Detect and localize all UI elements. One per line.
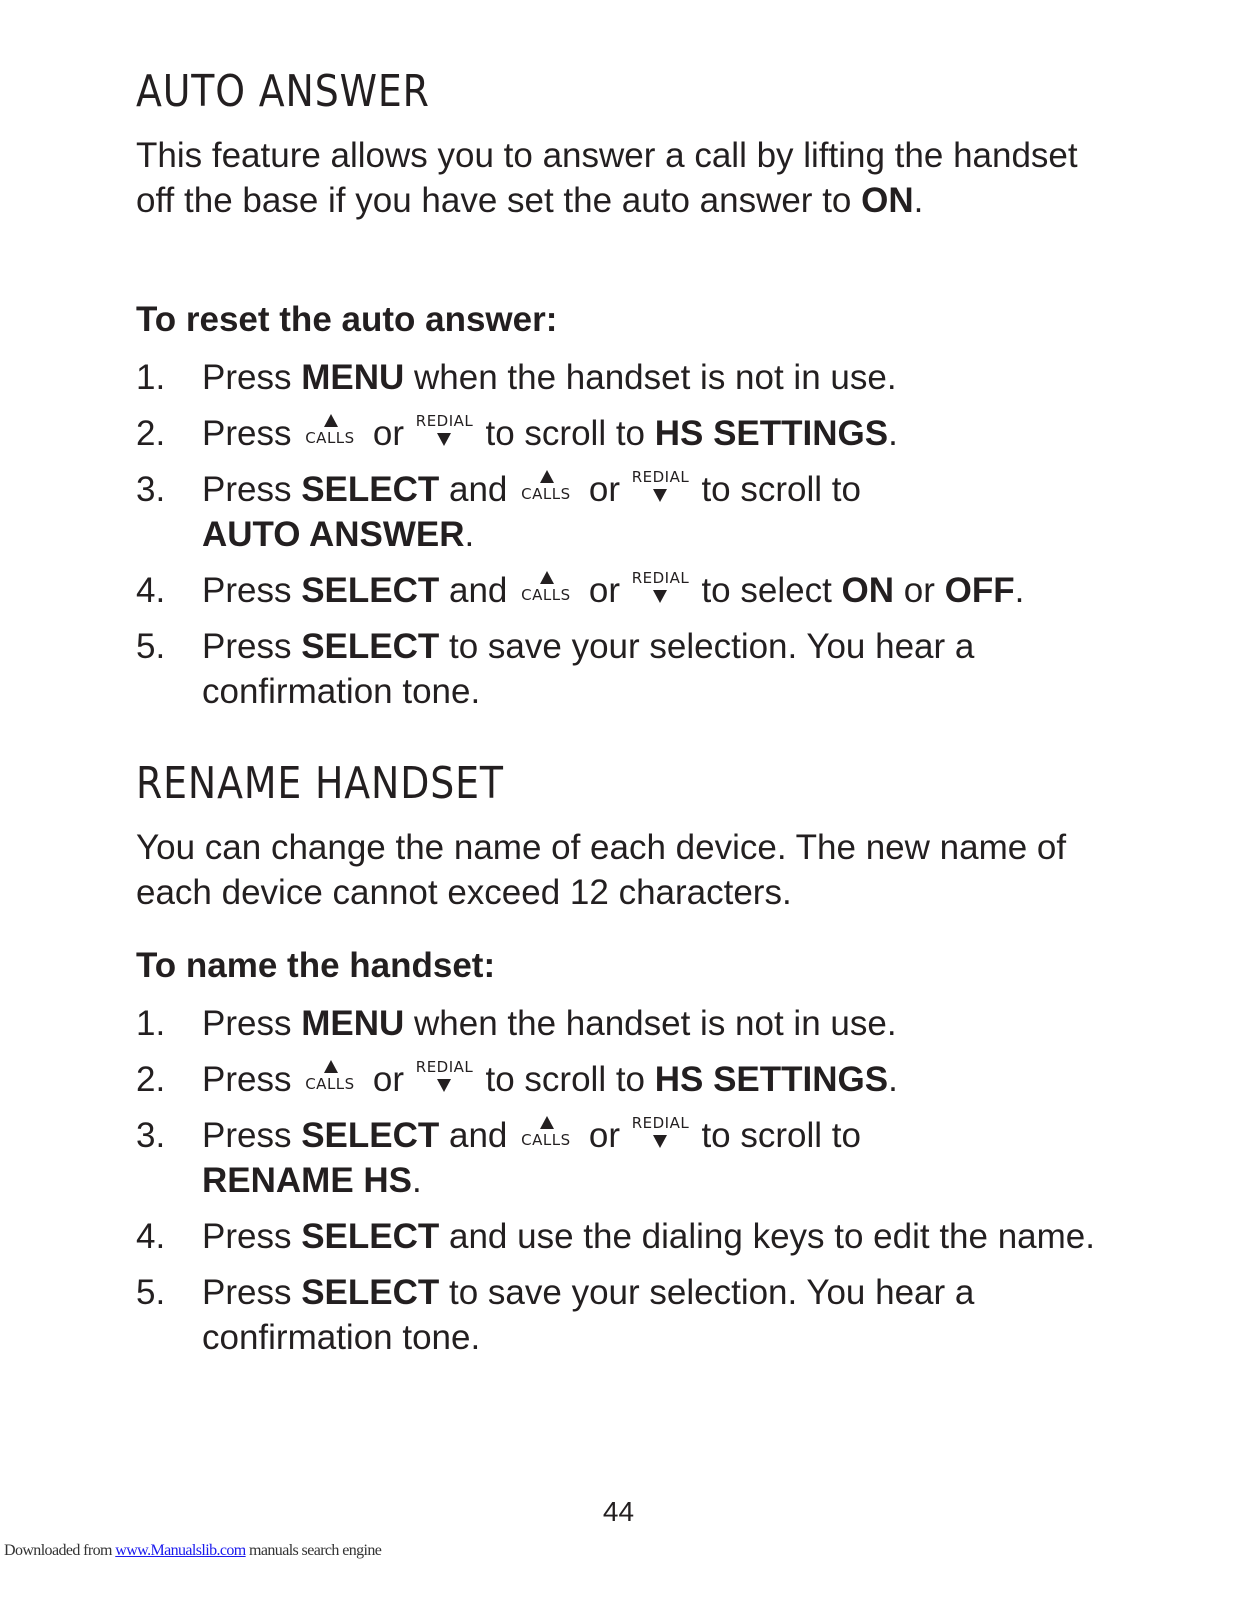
section-intro-auto-answer: This feature allows you to answer a call by lifting the handset off the base if you have set the auto answer to ON. [136, 136, 1078, 220]
redial-down-key-icon: REDIAL [632, 570, 690, 608]
list-item: 1. Press MENU when the handset is not in use. [136, 1004, 897, 1043]
calls-up-key-icon: CALLS [519, 570, 577, 608]
list-item: 4. Press SELECT and CALLS or REDIAL to select ON or OFF. [136, 569, 1025, 610]
page-number: 44 [602, 1496, 635, 1527]
list-item: 3. Press SELECT and CALLS or REDIAL to scroll to AUTO ANSWER. [136, 468, 861, 554]
subheading-name-handset: To name the handset: [136, 946, 496, 985]
section-title-auto-answer: AUTO ANSWER [136, 66, 430, 117]
list-item: 3. Press SELECT and CALLS or REDIAL to scroll to RENAME HS. [136, 1114, 861, 1200]
redial-down-key-icon: REDIAL [632, 469, 690, 507]
steps-list-rename-handset [136, 1001, 1096, 1371]
calls-up-key-icon: CALLS [303, 413, 361, 451]
list-item: 2. Press CALLS or REDIAL to scroll to HS SETTINGS. [136, 1058, 898, 1099]
subheading-reset-auto-answer: To reset the auto answer: [136, 300, 558, 339]
list-item: 4. Press SELECT and use the dialing keys to edit the name. [136, 1217, 1095, 1256]
redial-down-key-icon: REDIAL [416, 1059, 474, 1097]
calls-up-key-icon: CALLS [519, 469, 577, 507]
steps-list-auto-answer [136, 355, 1096, 725]
redial-down-key-icon: REDIAL [632, 1115, 690, 1153]
section-intro-rename-handset: You can change the name of each device. The new name of each device cannot exceed 12 characters. [136, 828, 1067, 912]
calls-up-key-icon: CALLS [303, 1059, 361, 1097]
list-item: 2. Press CALLS or REDIAL to scroll to HS SETTINGS. [136, 412, 898, 453]
calls-up-key-icon: CALLS [519, 1115, 577, 1153]
list-item: 1. Press MENU when the handset is not in use. [136, 358, 897, 397]
download-footer: Downloaded from www.Manualslib.com manuals search engine [4, 1542, 382, 1559]
manualslib-link[interactable]: www.Manualslib.com [115, 1542, 246, 1559]
list-item: 5. Press SELECT to save your selection. You hear a confirmation tone. [136, 627, 975, 711]
redial-down-key-icon: REDIAL [416, 413, 474, 451]
list-item: 5. Press SELECT to save your selection. You hear a confirmation tone. [136, 1273, 975, 1357]
section-title-rename-handset: RENAME HANDSET [136, 758, 504, 809]
